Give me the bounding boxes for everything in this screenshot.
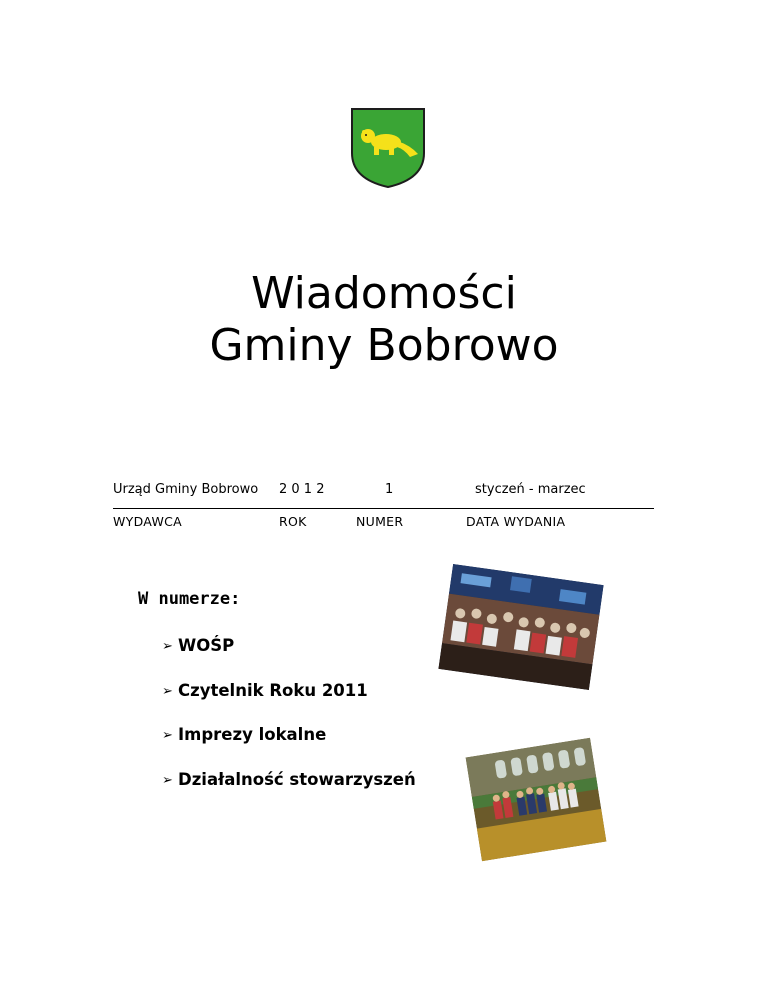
contents-item: ➢ Czytelnik Roku 2011 xyxy=(162,681,368,700)
event-photo-gym xyxy=(466,738,607,861)
contents-heading: W numerze: xyxy=(138,589,241,609)
arrow-bullet-icon: ➢ xyxy=(162,773,173,788)
title-line-2: Gminy Bobrowo xyxy=(209,320,559,371)
publisher-value: Urząd Gminy Bobrowo xyxy=(113,482,259,497)
number-value: 1 xyxy=(385,482,394,497)
publisher-label: WYDAWCA xyxy=(113,514,183,529)
date-label: DATA WYDANIA xyxy=(466,514,566,529)
year-value: 2 0 1 2 xyxy=(279,482,325,497)
arrow-bullet-icon: ➢ xyxy=(162,728,173,743)
title-line-1: Wiadomości xyxy=(251,268,517,319)
coat-of-arms-icon xyxy=(350,107,426,189)
issue-label-row xyxy=(0,514,768,534)
year-label: ROK xyxy=(279,514,307,529)
arrow-bullet-icon: ➢ xyxy=(162,639,173,654)
number-label: NUMER xyxy=(356,514,404,529)
divider-line xyxy=(113,508,654,509)
newsletter-title xyxy=(0,268,768,372)
contents-item: ➢ WOŚP xyxy=(162,636,235,655)
contents-item: ➢ Działalność stowarzyszeń xyxy=(162,770,416,789)
arrow-bullet-icon: ➢ xyxy=(162,684,173,699)
issue-info-row xyxy=(0,482,768,502)
event-photo-hall xyxy=(438,564,603,690)
contents-item: ➢ Imprezy lokalne xyxy=(162,725,327,744)
date-value: styczeń - marzec xyxy=(475,482,586,497)
